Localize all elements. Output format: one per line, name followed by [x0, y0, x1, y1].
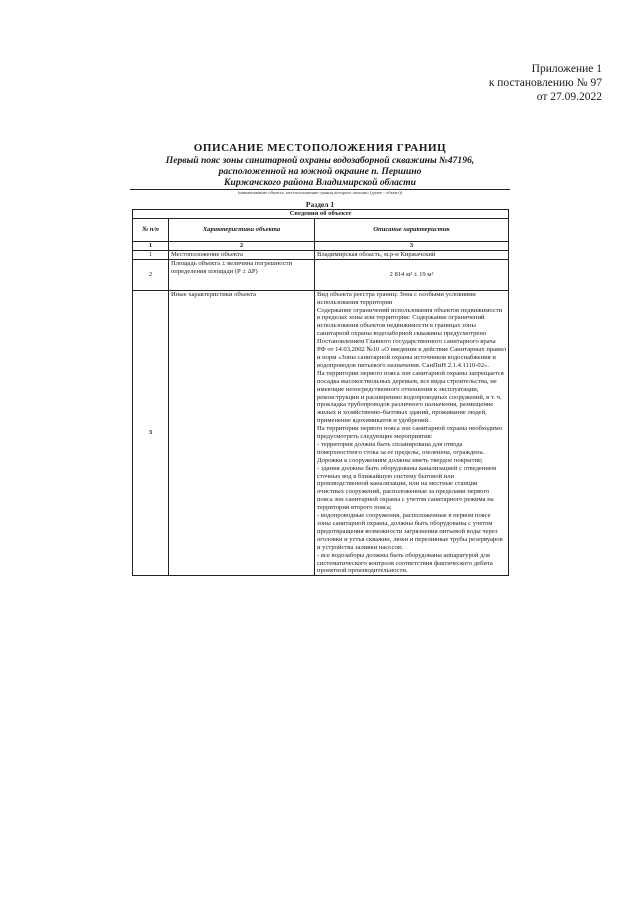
appendix-reference — [489, 62, 602, 104]
object-name-line-1: Первый пояс зоны санитарной охраны водозаборной скважины №47196, — [165, 155, 475, 166]
object-name-line-2: расположенной на южной окраине п. Першино — [218, 166, 422, 177]
table-row — [133, 290, 509, 576]
row-characteristic: Иные характеристики объекта — [169, 290, 315, 576]
table-banner: Сведения об объекте — [133, 210, 509, 219]
row-characteristic: Местоположение объекта — [169, 250, 315, 259]
column-number: 1 — [133, 241, 169, 250]
object-name-line-3: Киржачского района Владимирской области — [224, 177, 416, 188]
description-paragraph: - водопроводные сооружения, расположенные в первом поясе зоны санитарной охраны, должны быть оборудованы с учетом предотвращения возможности загрязнения питьевой воды через оголовки и устья скважин, люки и переливные трубы резервуаров и устройства заливки насосов; — [317, 512, 503, 551]
section-heading: Раздел 1 — [305, 200, 335, 209]
row-number: 2 — [133, 259, 169, 290]
row-description — [315, 290, 509, 576]
description-paragraph: - здания должны быть оборудованы канализацией с отведением сточных вод в ближайшую систему бытовой или производственной канализации, или на местные станции очистных сооружений, расположенные за пределами первого пояса зон санитарной охраны с учетом санитарного режима на территории второго пояса; — [317, 464, 497, 512]
row-number: 1 — [133, 250, 169, 259]
header-characteristic: Характеристики объекта — [169, 218, 315, 241]
object-info-table — [132, 209, 509, 576]
description-paragraph: - территория должна быть спланирована для отвода поверхностного стока за ее пределы, озеленена, ограждена. Дорожки к сооружениям должны иметь твердое покрытие; — [317, 440, 485, 464]
column-number-row — [133, 241, 509, 250]
header-description: Описание характеристик — [315, 218, 509, 241]
row-description: Владимирская область, м.р-н Киржачский — [315, 250, 509, 259]
appendix-date: от 27.09.2022 — [536, 91, 602, 103]
table-row — [133, 259, 509, 290]
description-paragraph: - все водозаборы должны быть оборудованы аппаратурой для систематического контроля соответствия фактического дебита проектной производительности. — [317, 551, 493, 575]
row-characteristic: Площадь объекта ± величина погрешности определения площади (Р ± ΔР) — [169, 259, 315, 290]
table-banner-row — [133, 210, 509, 219]
table-row — [133, 250, 509, 259]
table-header-row — [133, 218, 509, 241]
description-paragraph: На территории первого пояса зон санитарной охраны запрещается посадка высокоствольных деревьев, все виды строительства, не имеющие непосредственного отношения к эксплуатации, реконструкции и расширению водопроводных сооружений, в т. ч. прокладка трубопроводов различного назначения, размещение жилых и хозяйственно-бытовых зданий, проживание людей, применение ядохимикатов и удобрений. — [317, 369, 504, 425]
document-title-block — [120, 142, 520, 196]
column-number: 2 — [169, 241, 315, 250]
row-number: 3 — [133, 290, 169, 576]
appendix-decree: к постановлению № 97 — [488, 77, 602, 89]
row-description: 2 814 м² ± 19 м² — [315, 259, 509, 290]
header-number: № п/п — [133, 218, 169, 241]
title-caption: (наименование объекта, местоположение границ которого описано (далее - объект)) — [237, 190, 403, 195]
description-paragraph: Содержание ограничений использования объектов недвижимости в пределах зоны или территории: Содержание ограничений использования объектов недвижимости в границах зоны санитарной охраны водозаборной скважины предусмотрено Постановлением Главного государственного санитарного врача РФ от 14.03.2002 №10 «О введении в действие Санитарных правил и норм «Зоны санитарной охраны источников водоснабжения и водопроводов питьевого назначения. СанПиН 2.1.4.1110-02». — [317, 306, 507, 369]
column-number: 3 — [315, 241, 509, 250]
description-paragraph: Вид объекта реестра границ: Зона с особыми условиями использования территории — [317, 290, 476, 306]
description-paragraph: На территории первого пояса зон санитарной охраны необходимо предусмотреть следующие мероприятия: — [317, 425, 503, 441]
appendix-number: Приложение 1 — [531, 63, 602, 75]
document-title: ОПИСАНИЕ МЕСТОПОЛОЖЕНИЯ ГРАНИЦ — [193, 142, 447, 154]
